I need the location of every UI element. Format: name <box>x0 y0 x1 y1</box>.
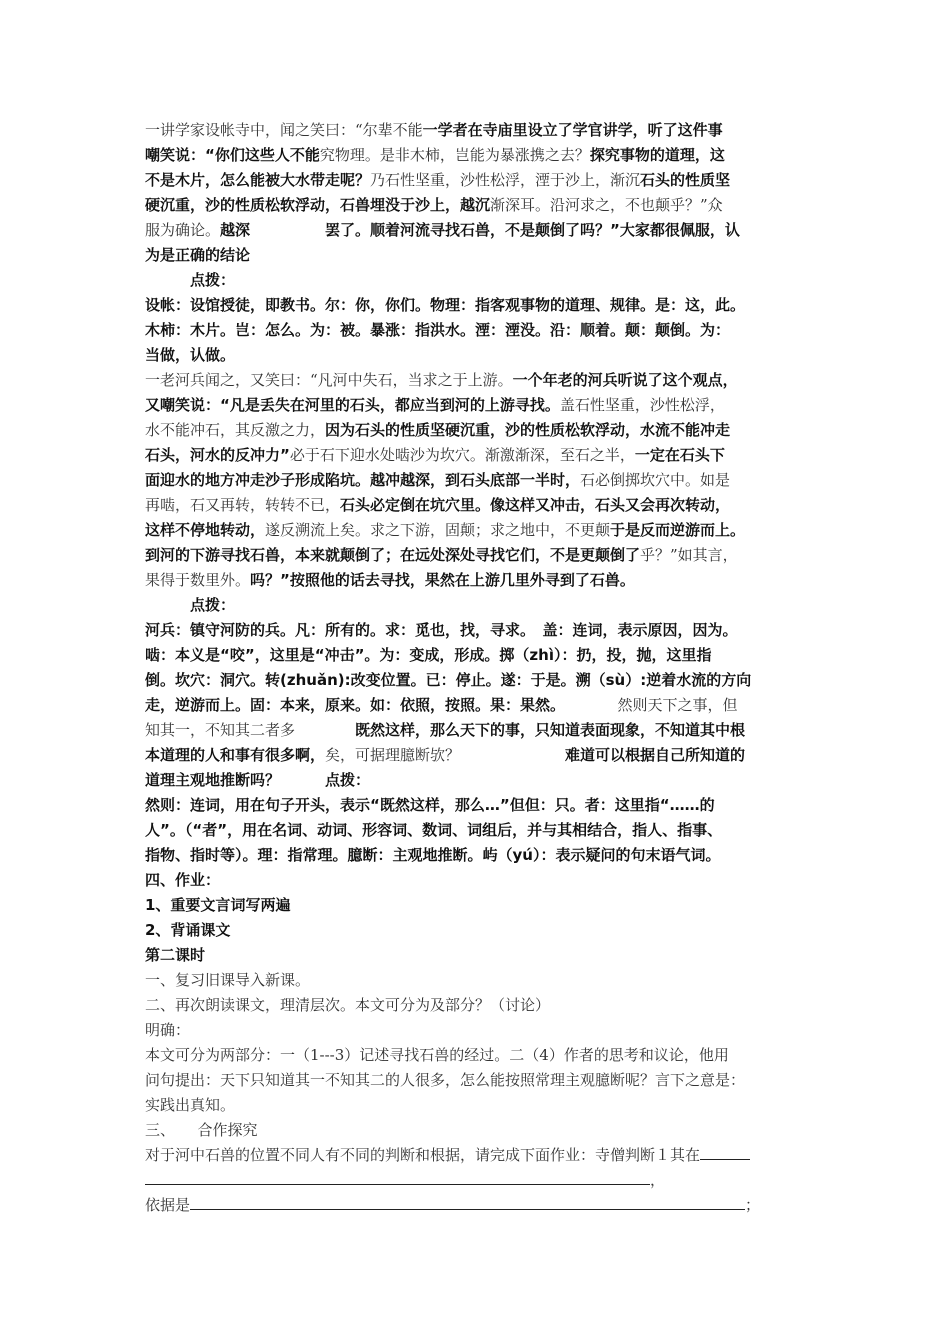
text-line <box>145 193 810 218</box>
text-line <box>145 1043 810 1068</box>
text-line <box>145 143 810 168</box>
plain-text: 盖石性坚重，沙性松浮， <box>559 396 725 414</box>
bold-text: 当做，认做。 <box>145 346 236 364</box>
bold-text: 倒。坎穴：洞穴。转(zhuǎn):改变位置。已：停止。遂：于是。溯（sù）:逆着水流的方向 <box>145 671 752 689</box>
text-line <box>145 1018 810 1043</box>
text-line <box>145 268 810 293</box>
plain-text: 渐深耳。沿河求之，不也颠乎？”众 <box>490 196 723 214</box>
bold-text: 石头，河水的反冲力” <box>145 446 290 464</box>
plain-text: 一老河兵闻之，又笑曰：“凡河中失石，当求之于上游。 <box>145 371 513 389</box>
bold-text: 点拨： <box>145 596 236 614</box>
text-line <box>145 893 810 918</box>
text-line <box>145 493 810 518</box>
plain-text: 三、 合作探究 <box>145 1121 258 1139</box>
text-line <box>145 543 810 568</box>
text-line <box>145 693 810 718</box>
text-line <box>145 1068 810 1093</box>
bold-text: 然则：连词，用在句子开头，表示“既然这样，那么…”但但：只。者：这里指“……的 <box>145 796 715 814</box>
bold-text: 一学者在寺庙里设立了学官讲学，听了这件事 <box>422 121 723 139</box>
plain-text: 明确： <box>145 1021 191 1039</box>
bold-text: 吗？”按照他的话去寻找，果然在上游几里外寻到了石兽。 <box>250 571 635 589</box>
plain-text: 本文可分为两部分：一（1---3）记述寻找石兽的经过。二（4）作者的思考和议论，他用 <box>145 1046 729 1064</box>
blank-prefix: 依据是 <box>145 1196 191 1214</box>
text-line <box>145 1093 810 1118</box>
bold-text: 木柿：木片。岂：怎么。为：被。暴涨：指洪水。湮：湮没。沿：顺着。颠：颠倒。为： <box>145 321 731 339</box>
blank-suffix: ， <box>650 1171 666 1189</box>
plain-text: 然则天下之事，但 <box>617 696 738 714</box>
bold-text: 道理主观地推断吗？ 点拨： <box>145 771 371 789</box>
bold-text: 探究事物的道理，这 <box>589 146 725 164</box>
text-line <box>145 718 810 743</box>
plain-text: 乎？”如其言， <box>640 546 738 564</box>
bold-text: 嘲笑说：“你们这些人不能 <box>145 146 320 164</box>
bold-text: 河兵：镇守河防的兵。凡：所有的。求：觅也，找，寻求。 盖：连词，表示原因，因为。 <box>145 621 738 639</box>
text-line <box>145 168 810 193</box>
text-line <box>145 818 810 843</box>
plain-text: 果得于数里外。 <box>145 571 251 589</box>
bold-text: 人”。（“者”，用在名词、动词、形容词、数词、词组后，并与其相结合，指人、指事、 <box>145 821 723 839</box>
bold-text: 1、重要文言词写两遍 <box>145 896 291 914</box>
bold-text: 走，逆游而上。固：本来，原来。如：依照，按照。果：果然。 <box>145 696 618 714</box>
bold-text: 四、作业： <box>145 871 221 889</box>
bold-text: 点拨： <box>145 271 236 289</box>
text-line <box>145 993 810 1018</box>
text-line <box>145 568 810 593</box>
text-line <box>145 918 810 943</box>
bold-text: 石头必定倒在坑穴里。像这样又冲击，石头又会再次转动， <box>340 496 731 514</box>
text-line <box>145 1118 810 1143</box>
plain-text: 水不能冲石，其反激之力， <box>145 421 326 439</box>
bold-text: 一个年老的河兵听说了这个观点， <box>512 371 738 389</box>
blank-suffix: ； <box>745 1196 761 1214</box>
document-page <box>145 118 810 1218</box>
plain-text: 遂反溯流上矣。求之下游，固颠；求之地中，不更颠 <box>265 521 611 539</box>
text-line <box>145 443 810 468</box>
bold-text: 这样不停地转动， <box>145 521 266 539</box>
text-line <box>145 468 810 493</box>
bold-text: 第二课时 <box>145 946 206 964</box>
answer-blank[interactable] <box>145 1168 650 1185</box>
bold-text: 不是木片，怎么能被大水带走呢？ <box>145 171 371 189</box>
bold-text: 石头的性质坚 <box>640 171 731 189</box>
answer-blank[interactable] <box>700 1143 750 1160</box>
text-line <box>145 118 810 143</box>
bold-text: 硬沉重，沙的性质松软浮动，石兽埋没于沙上，越沉 <box>145 196 491 214</box>
bold-text: 面迎水的地方冲走沙子形成陷坑。越冲越深，到石头底部一半时， <box>145 471 581 489</box>
bold-text: 2、背诵课文 <box>145 921 231 939</box>
bold-text: 难道可以根据自己所知道的 <box>565 746 746 764</box>
bold-text: 设帐：设馆授徒，即教书。尔：你，你们。物理：指客观事物的道理、规律。是：这，此。 <box>145 296 746 314</box>
text-line <box>145 643 810 668</box>
plain-text: 问句提出：天下只知道其一不知其二的人很多，怎么能按照常理主观臆断呢？言下之意是： <box>145 1071 746 1089</box>
text-line <box>145 618 810 643</box>
plain-text: 石必倒掷坎穴中。如是 <box>580 471 731 489</box>
bold-text: 指物、指时等）。理：指常理。臆断：主观地推断。屿（yú）：表示疑问的句末语气词。 <box>145 846 721 864</box>
bold-text: 于是反而逆游而上。 <box>610 521 746 539</box>
plain-text: 乃石性坚重，沙性松浮，湮于沙上，渐沉 <box>370 171 641 189</box>
text-line <box>145 243 810 268</box>
text-line <box>145 393 810 418</box>
text-line <box>145 668 810 693</box>
bold-text: 为是正确的结论 <box>145 246 251 264</box>
text-line <box>145 793 810 818</box>
plain-text: 知其一，不知其二者多 <box>145 721 356 739</box>
plain-text: 二、再次朗读课文，理清层次。本文可分为及部分？（讨论） <box>145 996 551 1014</box>
bold-text: 又嘲笑说：“凡是丢失在河里的石头，都应当到河的上游寻找。 <box>145 396 560 414</box>
answer-blank[interactable] <box>190 1193 745 1210</box>
bold-text: 因为石头的性质坚硬沉重，沙的性质松软浮动，水流不能冲走 <box>325 421 731 439</box>
plain-text: 必于石下迎水处啮沙为坎穴。渐激渐深，至石之半， <box>289 446 635 464</box>
bold-text: 本道理的人和事有很多啊， <box>145 746 326 764</box>
text-line <box>145 343 810 368</box>
text-line <box>145 843 810 868</box>
text-line <box>145 218 810 243</box>
text-line <box>145 318 810 343</box>
text-line <box>145 868 810 893</box>
plain-text: 实践出真知。 <box>145 1096 236 1114</box>
bold-text: 越深 罢了。顺着河流寻找石兽，不是颠倒了吗？”大家都很佩服，认 <box>220 221 740 239</box>
text-line <box>145 593 810 618</box>
fill-blank-line <box>145 1168 810 1193</box>
text-line <box>145 768 810 793</box>
plain-text: 对于河中石兽的位置不同人有不同的判断和根据，请完成下面作业：寺僧判断１其在 <box>145 1146 701 1164</box>
bold-text: 啮：本义是“咬”，这里是“冲击”。为：变成，形成。掷（zhì）：扔，投，抛，这里指 <box>145 646 712 664</box>
text-line <box>145 293 810 318</box>
text-line <box>145 418 810 443</box>
text-line <box>145 368 810 393</box>
text-line <box>145 1143 810 1168</box>
fill-blank-line <box>145 1193 810 1218</box>
bold-text: 到河的下游寻找石兽，本来就颠倒了；在远处深处寻找它们，不是更颠倒了 <box>145 546 641 564</box>
plain-text: 再啮，石又再转，转转不已， <box>145 496 341 514</box>
plain-text: 一讲学家设帐寺中，闻之笑曰：“尔辈不能 <box>145 121 423 139</box>
plain-text: 服为确论。 <box>145 221 221 239</box>
text-line <box>145 943 810 968</box>
plain-text: 矣，可据理臆断欤？ <box>325 746 566 764</box>
bold-text: 既然这样，那么天下的事，只知道表面现象，不知道其中根 <box>355 721 746 739</box>
plain-text: 究物理。是非木柿，岂能为暴涨携之去？ <box>319 146 590 164</box>
text-line <box>145 518 810 543</box>
bold-text: 一定在石头下 <box>634 446 725 464</box>
plain-text: 一、复习旧课导入新课。 <box>145 971 311 989</box>
text-line <box>145 968 810 993</box>
text-line <box>145 743 810 768</box>
